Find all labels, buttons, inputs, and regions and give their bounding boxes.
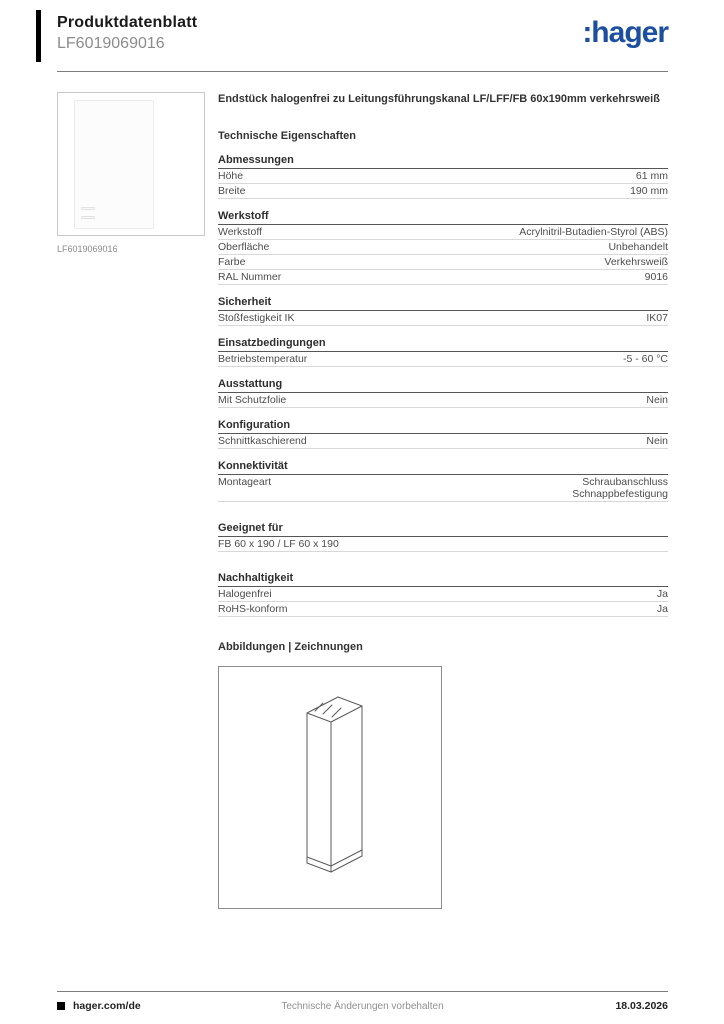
- spec-label: RoHS-konform: [218, 603, 288, 615]
- spec-value-line: 190 mm: [630, 185, 668, 197]
- spec-value: [646, 435, 668, 447]
- product-photo-shape: [74, 100, 154, 229]
- spec-row: [218, 602, 668, 617]
- section-heading: Ausstattung: [218, 378, 668, 393]
- spec-value: [636, 170, 668, 182]
- footer-date: 18.03.2026: [615, 1000, 668, 1012]
- spec-row: [218, 352, 668, 367]
- product-photo-detail: [81, 207, 95, 210]
- spec-sections: [218, 154, 668, 617]
- spec-value-line: Nein: [646, 435, 668, 447]
- spec-section: [218, 522, 668, 552]
- technical-drawing: [218, 666, 442, 909]
- spec-value-line: Schraubanschluss: [582, 476, 668, 488]
- spec-value-line: Verkehrsweiß: [604, 256, 668, 268]
- spec-value-line: Schnappbefestigung: [572, 488, 668, 500]
- spec-section: [218, 572, 668, 617]
- spec-value-line: Ja: [656, 603, 668, 615]
- section-heading: Nachhaltigkeit: [218, 572, 668, 587]
- spec-row: [218, 587, 668, 602]
- spec-row: [218, 311, 668, 326]
- spec-value-line: Ja: [656, 588, 668, 600]
- spec-label: Schnittkaschierend: [218, 435, 307, 447]
- spec-value-line: Unbehandelt: [608, 241, 668, 253]
- spec-label: Halogenfrei: [218, 588, 272, 600]
- spec-label: Werkstoff: [218, 226, 262, 238]
- spec-label: Höhe: [218, 170, 244, 182]
- section-heading: Einsatzbedingungen: [218, 337, 668, 352]
- spec-value: [623, 353, 668, 365]
- page-title: Produktdatenblatt: [57, 14, 198, 31]
- spec-value: [519, 226, 668, 238]
- footer-logo-mark: [57, 1002, 65, 1010]
- spec-value: [604, 256, 668, 268]
- product-description: Endstück halogenfrei zu Leitungsführungskanal LF/LFF/FB 60x190mm verkehrsweiß: [218, 93, 660, 105]
- spec-section: [218, 460, 668, 502]
- spec-value: [646, 394, 668, 406]
- spec-row: [218, 537, 668, 552]
- footer-site-link[interactable]: hager.com/de: [73, 1000, 141, 1012]
- spec-label: Stoßfestigkeit IK: [218, 312, 295, 324]
- section-heading: Konnektivität: [218, 460, 668, 475]
- spec-value-line: Nein: [646, 394, 668, 406]
- spec-value-line: -5 - 60 °C: [622, 353, 668, 365]
- header: [57, 14, 668, 53]
- spec-label: Montageart: [218, 476, 272, 488]
- product-photo: [57, 92, 205, 236]
- header-edge-mark: [36, 10, 41, 62]
- section-heading: Abmessungen: [218, 154, 668, 169]
- spec-row: [218, 434, 668, 449]
- spec-row: [218, 475, 668, 502]
- spec-row: [218, 240, 668, 255]
- spec-section: [218, 154, 668, 199]
- header-divider: [57, 71, 668, 72]
- tech-properties-title: Technische Eigenschaften: [218, 130, 356, 142]
- spec-section: [218, 210, 668, 285]
- spec-value: [630, 185, 668, 197]
- product-drawing-sketch: [219, 667, 441, 908]
- spec-row: [218, 393, 668, 408]
- footer-divider: [57, 991, 668, 992]
- section-heading: Sicherheit: [218, 296, 668, 311]
- spec-value: [646, 312, 668, 324]
- spec-label: Mit Schutzfolie: [218, 394, 287, 406]
- product-number: LF6019069016: [57, 35, 165, 52]
- spec-section: [218, 337, 668, 367]
- spec-value-line: 61 mm: [635, 170, 668, 182]
- spec-row: [218, 169, 668, 184]
- drawings-title: Abbildungen | Zeichnungen: [218, 641, 363, 653]
- section-heading: Konfiguration: [218, 419, 668, 434]
- spec-value-line: Acrylnitril-Butadien-Styrol (ABS): [519, 226, 668, 238]
- spec-row: [218, 255, 668, 270]
- spec-section: [218, 419, 668, 449]
- spec-label: Betriebstemperatur: [218, 353, 308, 365]
- spec-value: [657, 588, 668, 600]
- product-photo-caption: LF6019069016: [57, 244, 118, 254]
- spec-row: [218, 184, 668, 199]
- spec-label: FB 60 x 190 / LF 60 x 190: [218, 538, 339, 550]
- spec-section: [218, 378, 668, 408]
- spec-row: [218, 225, 668, 240]
- spec-label: Oberfläche: [218, 241, 270, 253]
- spec-row: [218, 270, 668, 285]
- spec-value: [645, 271, 668, 283]
- section-heading: Werkstoff: [218, 210, 668, 225]
- spec-section: [218, 296, 668, 326]
- spec-label: Farbe: [218, 256, 246, 268]
- product-photo-detail: [81, 216, 95, 219]
- spec-value-line: IK07: [646, 312, 668, 324]
- spec-value: [657, 603, 668, 615]
- spec-value: [572, 476, 668, 500]
- spec-label: Breite: [218, 185, 246, 197]
- product-image-column: [57, 92, 207, 254]
- footer: [57, 999, 668, 1013]
- spec-label: RAL Nummer: [218, 271, 282, 283]
- section-heading: Geeignet für: [218, 522, 668, 537]
- main-content: [218, 92, 668, 909]
- footer-notice: Technische Änderungen vorbehalten: [281, 1000, 444, 1012]
- spec-value-line: 9016: [644, 271, 668, 283]
- hager-logo: :hager: [582, 16, 668, 49]
- spec-value: [608, 241, 668, 253]
